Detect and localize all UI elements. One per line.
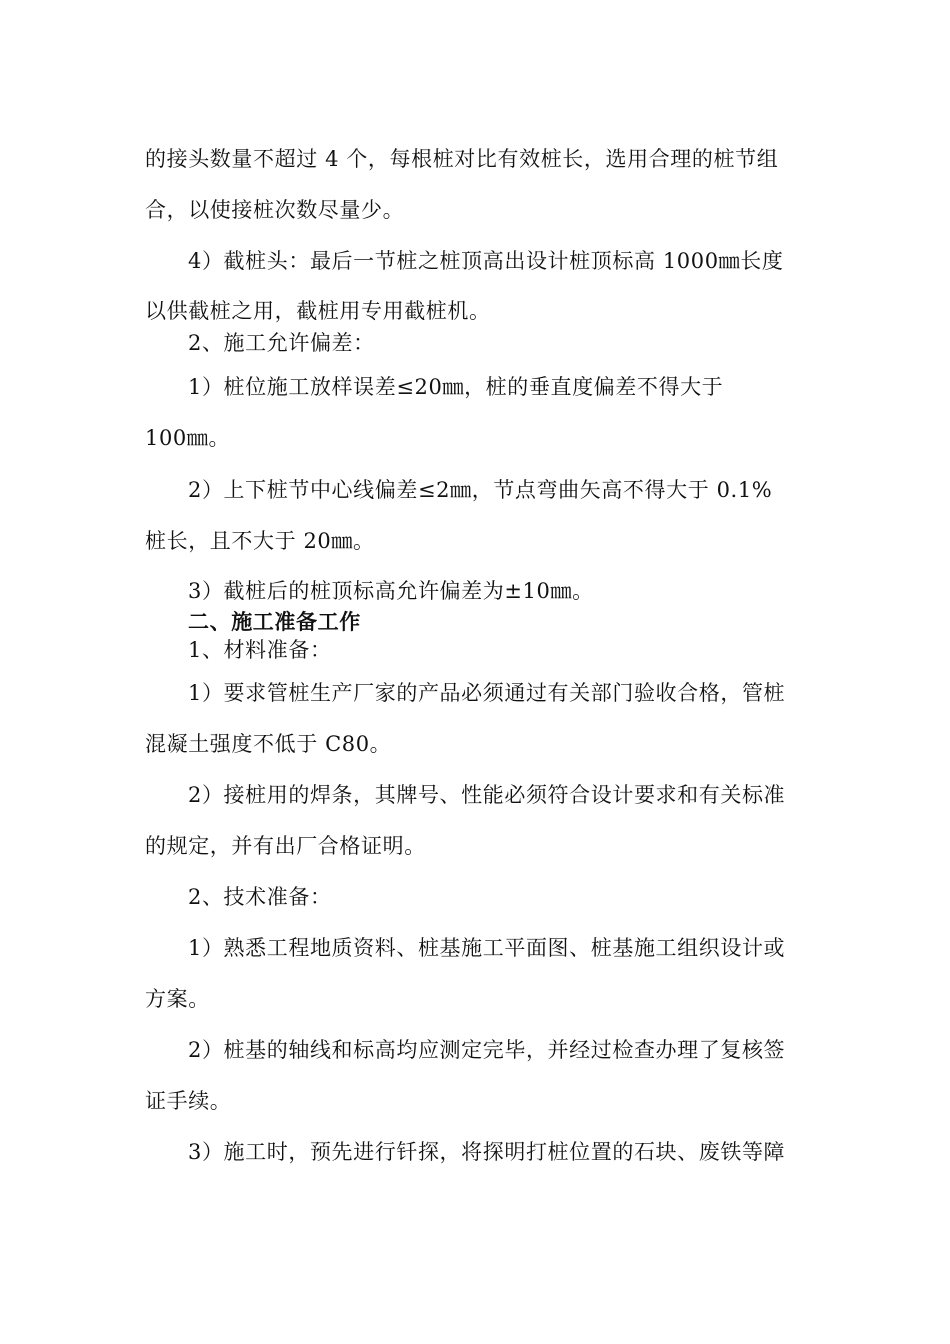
paragraph-line: 1）桩位施工放样误差≤20㎜，桩的垂直度偏差不得大于 (188, 375, 724, 399)
paragraph-line: 3）施工时，预先进行钎探，将探明打桩位置的石块、废铁等障 (188, 1140, 786, 1164)
paragraph-line: 合，以使接桩次数尽量少。 (145, 198, 405, 222)
paragraph-line: 2）桩基的轴线和标高均应测定完毕，并经过检查办理了复核签 (188, 1038, 786, 1062)
paragraph-line: 100㎜。 (145, 426, 231, 450)
paragraph-line: 4）截桩头：最后一节桩之桩顶高出设计桩顶标高 1000㎜长度 (188, 249, 784, 273)
paragraph-line: 2）上下桩节中心线偏差≤2㎜，节点弯曲矢高不得大于 0.1% (188, 478, 773, 502)
paragraph-line: 证手续。 (145, 1089, 232, 1113)
paragraph-line: 的规定，并有出厂合格证明。 (145, 834, 426, 858)
chapter-heading: 二、施工准备工作 (188, 610, 361, 634)
paragraph-line: 1）要求管桩生产厂家的产品必须通过有关部门验收合格，管桩 (188, 681, 786, 705)
section-heading: 1、材料准备： (188, 638, 332, 662)
paragraph-line: 2）接桩用的焊条，其牌号、性能必须符合设计要求和有关标准 (188, 783, 786, 807)
section-heading: 2、施工允许偏差： (188, 331, 375, 355)
paragraph-line: 的接头数量不超过 4 个，每根桩对比有效桩长，选用合理的桩节组 (145, 147, 779, 171)
paragraph-line: 桩长，且不大于 20㎜。 (145, 529, 375, 553)
paragraph-line: 混凝土强度不低于 C80。 (145, 732, 392, 756)
paragraph-line: 方案。 (145, 987, 210, 1011)
paragraph-line: 1）熟悉工程地质资料、桩基施工平面图、桩基施工组织设计或 (188, 936, 786, 960)
paragraph-line: 以供截桩之用，截桩用专用截桩机。 (145, 299, 491, 323)
paragraph-line: 3）截桩后的桩顶标高允许偏差为±10㎜。 (188, 579, 594, 603)
section-heading: 2、技术准备： (188, 885, 332, 909)
